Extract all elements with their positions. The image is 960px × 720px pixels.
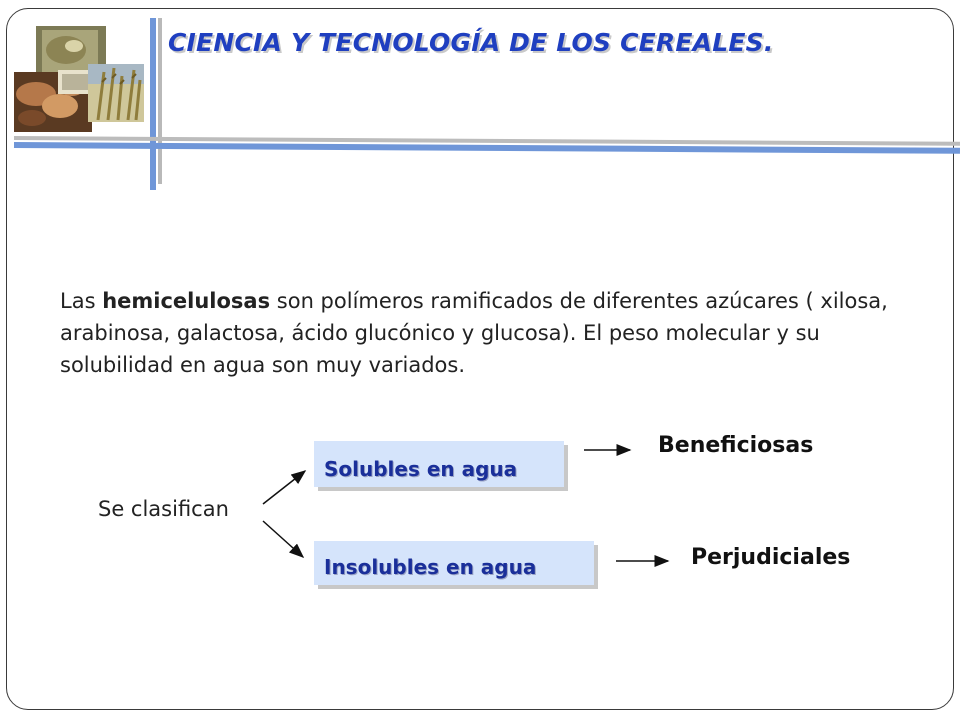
intro-paragraph <box>60 285 910 381</box>
intro-term: hemicelulosas <box>102 289 271 313</box>
insoluble-box <box>314 541 594 585</box>
slide-title: CIENCIA Y TECNOLOGÍA DE LOS CEREALES. <box>168 28 774 57</box>
insoluble-label: Insolubles en agua <box>324 555 537 579</box>
vertical-accent-bar-shadow <box>158 18 162 184</box>
intro-rest: son polímeros ramificados de diferentes azúcares ( xilosa, arabinosa, galactosa, ácido glucónico y glucosa). El peso molecular y su solubilidad en agua son muy variados. <box>60 289 888 377</box>
vertical-accent-bar <box>150 18 156 190</box>
intro-prefix: Las <box>60 289 103 313</box>
insoluble-result: Perjudiciales <box>691 545 851 570</box>
soluble-result: Beneficiosas <box>658 433 814 458</box>
cereal-collage-logo <box>14 20 144 132</box>
soluble-box <box>314 441 564 487</box>
soluble-label: Solubles en agua <box>324 457 518 481</box>
classification-label: Se clasifican <box>98 497 229 521</box>
